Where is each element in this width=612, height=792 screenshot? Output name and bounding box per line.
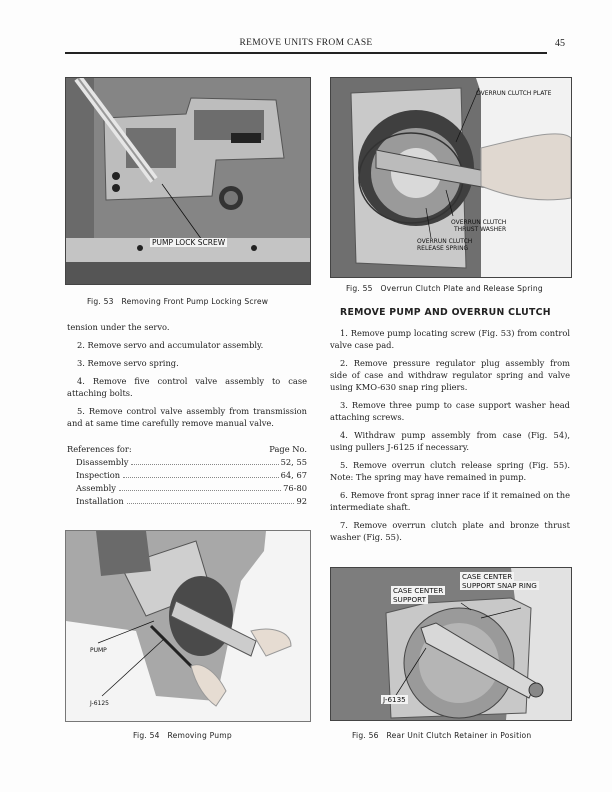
section-heading: REMOVE PUMP AND OVERRUN CLUTCH xyxy=(340,307,551,318)
reference-pages: 76-80 xyxy=(283,483,307,493)
right-column-text xyxy=(330,327,570,549)
fig55-label-overrun-clutch-plate: OVERRUN CLUTCH PLATE xyxy=(476,90,552,97)
references-page-header: Page No. xyxy=(269,444,307,454)
fig55-label-release-spring-line2: RELEASE SPRING xyxy=(417,245,469,252)
fig56-label-snap-ring-line1: CASE CENTER xyxy=(462,572,513,581)
fig56-photo xyxy=(330,567,572,721)
reference-label: Installation xyxy=(76,496,124,506)
reference-label: Disassembly xyxy=(76,457,129,467)
fig53-label-pump-lock-screw: PUMP LOCK SCREW xyxy=(152,238,226,247)
reference-label: Inspection xyxy=(76,470,121,480)
fig56-label-case-center-support-line2: SUPPORT xyxy=(393,595,427,604)
paragraph: 2. Remove servo and accumulator assembly. xyxy=(77,340,264,350)
fig56-label-j6135: J-6135 xyxy=(383,695,406,704)
paragraph: 2. Remove pressure regulator plug assembly from side of case and withdraw regulator spring and valve using KMO-630 snap ring pliers. xyxy=(330,358,570,392)
paragraph: tension under the servo. xyxy=(67,322,170,332)
paragraph: 6. Remove front sprag inner race if it remained on the intermediate shaft. xyxy=(330,490,570,512)
fig55-photo xyxy=(330,77,572,278)
reference-label: Assembly xyxy=(76,483,116,493)
reference-row xyxy=(67,456,307,469)
references-title: References for: xyxy=(67,444,132,454)
fig54-label-j6125: J-6125 xyxy=(90,700,109,707)
reference-pages: 64, 67 xyxy=(280,470,307,480)
paragraph: 5. Remove control valve assembly from transmission and at same time carefully remove manual valve. xyxy=(67,406,307,428)
fig56-label-snap-ring-line2: SUPPORT SNAP RING xyxy=(462,581,537,590)
fig55-label-thrust-washer-line2: THRUST WASHER xyxy=(454,226,507,233)
paragraph: 5. Remove overrun clutch release spring (Fig. 55). Note: The spring may have remained in pump. xyxy=(330,460,570,482)
reference-pages: 92 xyxy=(296,496,307,506)
fig55-caption: Fig. 55 Overrun Clutch Plate and Release Spring xyxy=(346,284,543,293)
fig54-label-pump: PUMP xyxy=(90,647,107,654)
fig54-caption: Fig. 54 Removing Pump xyxy=(133,731,232,740)
page-number: 45 xyxy=(555,38,565,49)
fig56-illustration xyxy=(331,568,571,720)
fig56-caption: Fig. 56 Rear Unit Clutch Retainer in Position xyxy=(352,731,532,740)
fig53-caption: Fig. 53 Removing Front Pump Locking Screw xyxy=(87,297,269,306)
fig53-photo xyxy=(65,77,311,285)
paragraph: 1. Remove pump locating screw (Fig. 53) from control valve case pad. xyxy=(330,328,570,350)
reference-row xyxy=(67,469,307,482)
fig53-illustration xyxy=(66,78,310,284)
references-table xyxy=(67,443,307,508)
paragraph: 4. Withdraw pump assembly from case (Fig. 54), using pullers J-6125 if necessary. xyxy=(330,430,570,452)
reference-row xyxy=(67,495,307,508)
reference-row xyxy=(67,482,307,495)
references-header xyxy=(67,443,307,456)
fig55-label-thrust-washer-line1: OVERRUN CLUTCH xyxy=(451,219,507,226)
reference-pages: 52, 55 xyxy=(280,457,307,467)
left-column-text xyxy=(67,321,307,508)
fig54-photo xyxy=(65,530,311,722)
fig54-illustration xyxy=(66,531,310,721)
running-header: REMOVE UNITS FROM CASE xyxy=(239,38,373,48)
paragraph: 3. Remove servo spring. xyxy=(77,358,179,368)
fig55-label-release-spring-line1: OVERRUN CLUTCH xyxy=(417,238,473,245)
paragraph: 3. Remove three pump to case support washer head attaching screws. xyxy=(330,400,570,422)
fig56-label-case-center-support-line1: CASE CENTER xyxy=(393,586,444,595)
paragraph: 4. Remove five control valve assembly to case attaching bolts. xyxy=(67,376,307,398)
paragraph: 7. Remove overrun clutch plate and bronze thrust washer (Fig. 55). xyxy=(330,520,570,542)
header-rule xyxy=(65,52,547,54)
